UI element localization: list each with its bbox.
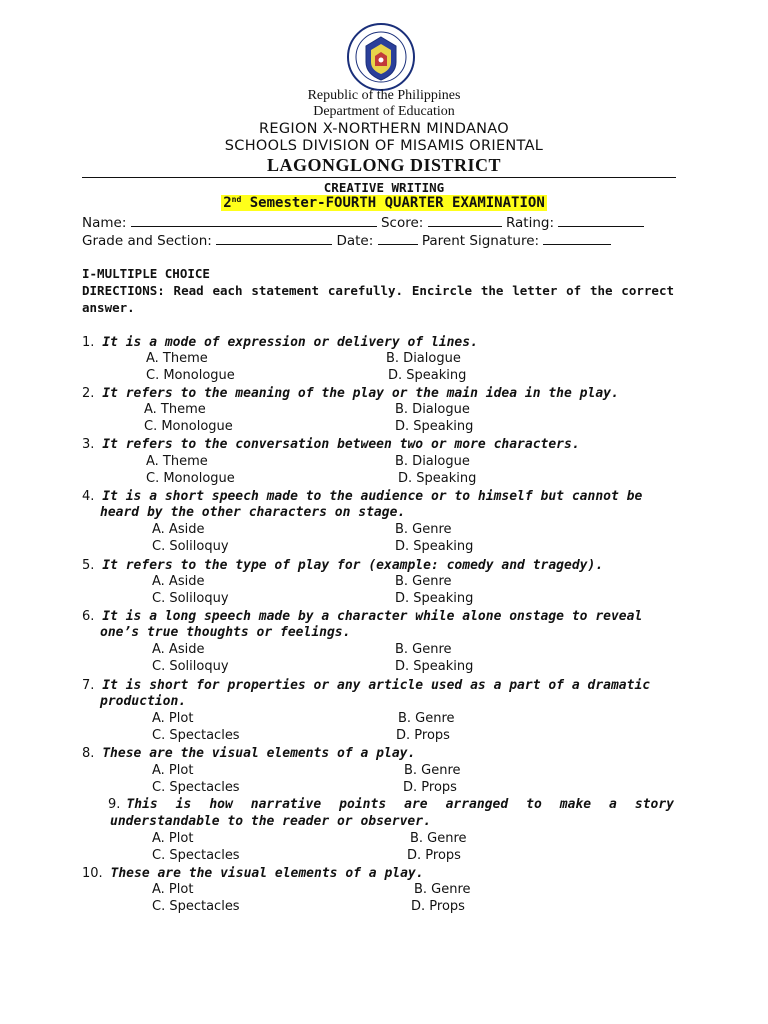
- option-b[interactable]: B. Genre: [410, 831, 467, 846]
- division-line: SCHOOLS DIVISION OF MISAMIS ORIENTAL: [224, 138, 544, 154]
- exam-title-highlight: [221, 195, 547, 211]
- option-d[interactable]: D. Speaking: [395, 539, 474, 554]
- department-line: Department of Education: [313, 104, 455, 119]
- question-1: [82, 334, 478, 350]
- question-number: 5.: [82, 558, 95, 573]
- grade-date-line: [82, 232, 611, 249]
- option-a[interactable]: A. Plot: [152, 831, 194, 846]
- republic-line: Republic of the Philippines: [307, 88, 461, 103]
- name-field[interactable]: [131, 214, 377, 227]
- grade-section-field[interactable]: [216, 232, 332, 245]
- option-b[interactable]: B. Dialogue: [386, 351, 461, 366]
- option-b[interactable]: B. Genre: [395, 574, 452, 589]
- question-2: [82, 385, 619, 401]
- option-a[interactable]: A. Aside: [152, 522, 205, 537]
- name-label: Name:: [82, 215, 127, 231]
- question-number: 8.: [82, 746, 95, 761]
- subject-title: CREATIVE WRITING: [323, 180, 445, 195]
- option-a[interactable]: A. Plot: [152, 763, 194, 778]
- option-a[interactable]: A. Plot: [152, 882, 194, 897]
- question-stem-continuation: production.: [100, 694, 187, 709]
- option-c[interactable]: C. Spectacles: [152, 848, 240, 863]
- question-number: 3.: [82, 437, 95, 452]
- rating-field[interactable]: [558, 214, 644, 227]
- option-a[interactable]: A. Theme: [146, 454, 208, 469]
- option-c[interactable]: C. Soliloquy: [152, 591, 229, 606]
- score-label: Score:: [380, 215, 424, 231]
- question-number: 6.: [82, 609, 95, 624]
- question-number: 10.: [82, 866, 103, 881]
- question-number: 1.: [82, 335, 95, 350]
- score-field[interactable]: [428, 214, 502, 227]
- question-stem: It is a long speech made by a character while alone onstage to reveal: [94, 609, 643, 624]
- district-title: LAGONGLONG DISTRICT: [266, 155, 502, 175]
- directions-text: DIRECTIONS: Read each statement carefully. Encircle the letter of the correct answer.: [82, 283, 674, 315]
- option-a[interactable]: A. Theme: [146, 351, 208, 366]
- rating-label: Rating:: [505, 215, 555, 231]
- question-number: 9.: [108, 797, 121, 812]
- option-c[interactable]: C. Spectacles: [152, 728, 240, 743]
- option-b[interactable]: B. Genre: [414, 882, 471, 897]
- parent-signature-field[interactable]: [543, 232, 611, 245]
- option-b[interactable]: B. Dialogue: [395, 402, 470, 417]
- option-d[interactable]: D. Props: [411, 899, 465, 914]
- question-4: [82, 488, 642, 504]
- exam-ordinal-suffix: nd: [231, 195, 242, 204]
- question-number: 4.: [82, 489, 95, 504]
- option-a[interactable]: A. Plot: [152, 711, 194, 726]
- question-stem: It refers to the type of play for (example: comedy and tragedy).: [94, 558, 604, 573]
- grade-section-label: Grade and Section:: [82, 233, 212, 249]
- question-stem: It is a mode of expression or delivery of lines.: [94, 335, 478, 350]
- question-stem: It is short for properties or any article used as a part of a dramatic: [94, 678, 651, 693]
- deped-seal-logo: [346, 22, 416, 92]
- option-a[interactable]: A. Theme: [144, 402, 206, 417]
- question-stem: It refers to the meaning of the play or the main idea in the play.: [94, 386, 619, 401]
- question-10: [82, 865, 424, 881]
- exam-title-text: Semester-FOURTH QUARTER EXAMINATION: [241, 195, 545, 211]
- option-d[interactable]: D. Speaking: [398, 471, 477, 486]
- question-stem: It refers to the conversation between two or more characters.: [94, 437, 580, 452]
- option-d[interactable]: D. Speaking: [395, 591, 474, 606]
- date-field[interactable]: [378, 232, 418, 245]
- option-d[interactable]: D. Props: [407, 848, 461, 863]
- question-stem: These are the visual elements of a play.: [102, 866, 424, 881]
- option-d[interactable]: D. Speaking: [395, 659, 474, 674]
- question-number: 2.: [82, 386, 95, 401]
- option-b[interactable]: B. Genre: [404, 763, 461, 778]
- question-9: [108, 797, 674, 812]
- option-b[interactable]: B. Dialogue: [395, 454, 470, 469]
- option-d[interactable]: D. Props: [403, 780, 457, 795]
- question-5: [82, 557, 603, 573]
- question-stem-continuation: understandable to the reader or observer.: [110, 814, 431, 829]
- option-c[interactable]: C. Soliloquy: [152, 539, 229, 554]
- exam-title: [0, 195, 768, 211]
- option-b[interactable]: B. Genre: [395, 642, 452, 657]
- question-stem-continuation: one’s true thoughts or feelings.: [100, 625, 351, 640]
- option-b[interactable]: B. Genre: [398, 711, 455, 726]
- question-stem: It is a short speech made to the audience or to himself but cannot be: [94, 489, 643, 504]
- option-c[interactable]: C. Soliloquy: [152, 659, 229, 674]
- option-c[interactable]: C. Monologue: [146, 471, 235, 486]
- question-8: [82, 745, 415, 761]
- option-c[interactable]: C. Monologue: [146, 368, 235, 383]
- option-c[interactable]: C. Spectacles: [152, 899, 240, 914]
- question-6: [82, 608, 642, 624]
- date-label: Date:: [336, 233, 374, 249]
- question-stem: These are the visual elements of a play.: [94, 746, 416, 761]
- option-a[interactable]: A. Aside: [152, 574, 205, 589]
- option-a[interactable]: A. Aside: [152, 642, 205, 657]
- question-stem: This is how narrative points are arranged to make a story: [126, 797, 674, 812]
- question-3: [82, 436, 580, 452]
- question-stem-continuation: heard by the other characters on stage.: [100, 505, 406, 520]
- parent-signature-label: Parent Signature:: [421, 233, 540, 249]
- option-d[interactable]: D. Speaking: [388, 368, 467, 383]
- question-7: [82, 677, 650, 693]
- option-d[interactable]: D. Speaking: [395, 419, 474, 434]
- option-b[interactable]: B. Genre: [395, 522, 452, 537]
- header-divider: [82, 177, 676, 178]
- question-number: 7.: [82, 678, 95, 693]
- region-line: REGION X-NORTHERN MINDANAO: [259, 121, 509, 137]
- exam-ordinal: 2: [223, 195, 232, 211]
- section-title: I-MULTIPLE CHOICE: [82, 266, 210, 281]
- option-c[interactable]: C. Monologue: [144, 419, 233, 434]
- option-c[interactable]: C. Spectacles: [152, 780, 240, 795]
- option-d[interactable]: D. Props: [396, 728, 450, 743]
- name-score-line: [82, 214, 644, 231]
